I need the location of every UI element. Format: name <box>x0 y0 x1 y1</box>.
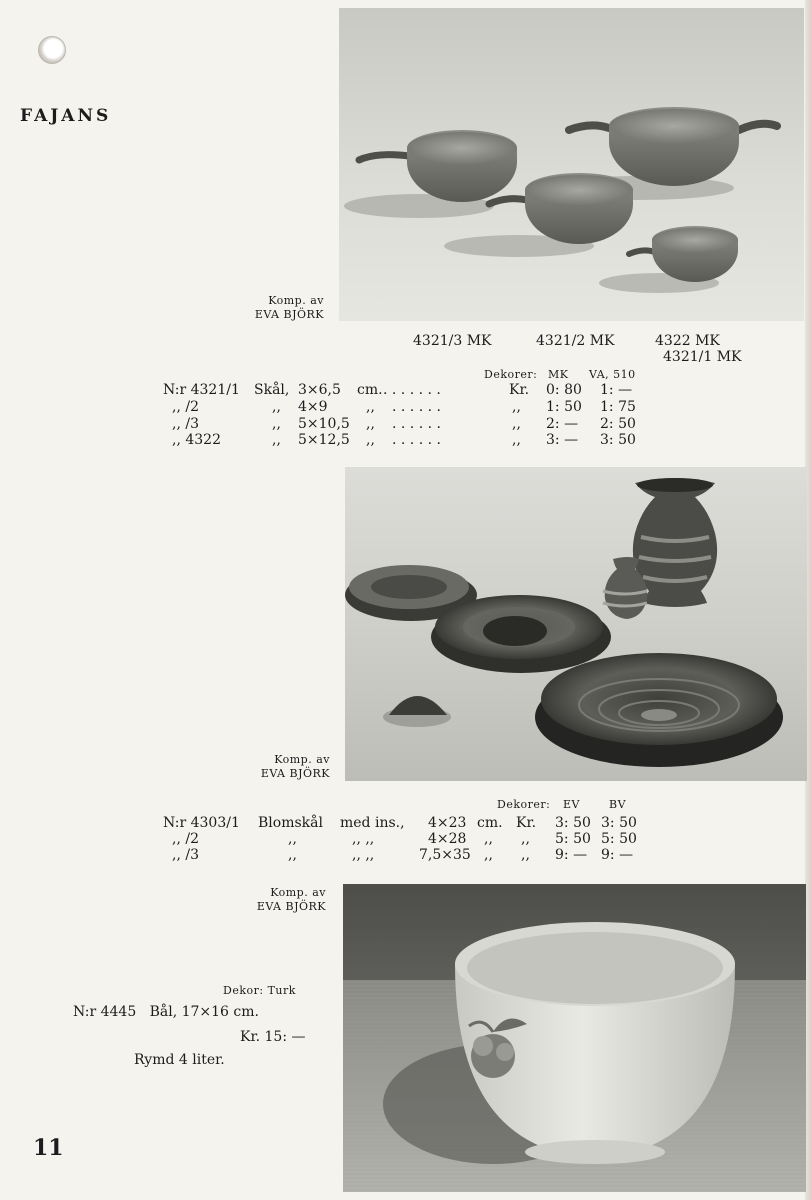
item-price: Kr. 15: — <box>240 1029 306 1045</box>
photo-handled-bowls <box>339 8 804 321</box>
decor-header-col2: VA, 510 <box>589 368 636 381</box>
designer-credit: Komp. av EVA BJÖRK <box>254 294 324 321</box>
photo-flower-bowls <box>345 467 807 781</box>
designer-credit: Komp. av EVA BJÖRK <box>260 753 330 780</box>
item-description: N:r 4445 Bål, 17×16 cm. <box>73 1004 259 1020</box>
binder-hole <box>38 36 66 64</box>
photo-large-bowl <box>343 884 806 1192</box>
photo-label: 4321/3 MK <box>413 333 492 349</box>
catalog-page: FAJANS Komp. av EVA BJÖRK 4321/3 MK 4321/2 MK 4322 MK 4321/1 MK Dekorer: MK VA, 510 N:r 4321/1 Skål, 3×6,5 cm. . . . . . . . Kr. 0: 80 1: — ,, /2 ,, 4×9 ,, . . . . . . ,, 1: 50 1: 75 ,, /3 ,, 5×10,5 ,, . . . . . . ,, 2: — 2: 50 ,, 4322 ,, 5×12,5 ,, . . . . . . ,, 3: — 3: 50 Komp. av EVA BJÖRK Dekorer: EV BV N:r 4303/1 Blomskål med ins., 4×23 cm. Kr. 3: 50 3: 50 ,, /2 ,, ,, ,, 4×28 ,, ,, 5: 50 5: 50 ,, /3 ,, ,, ,, 7,5×35 ,, ,, 9: — 9: — Komp. av EVA BJÖRK Dekor: Turk N:r 4445 Bål, 17×16 cm. Kr. 15: — Rymd 4 liter. 11 <box>0 0 811 1200</box>
decor-header-label: Dekorer: <box>497 798 551 811</box>
page-number: 11 <box>33 1135 64 1161</box>
photo-label: 4321/1 MK <box>663 349 742 365</box>
decor-header-col1: EV <box>563 798 580 811</box>
photo-label: 4322 MK <box>655 333 720 349</box>
decor-label: Dekor: Turk <box>223 984 296 997</box>
decor-header-col2: BV <box>609 798 627 811</box>
photo-label: 4321/2 MK <box>536 333 615 349</box>
decor-header-col1: MK <box>548 368 569 381</box>
decor-header-label: Dekorer: <box>484 368 538 381</box>
item-volume: Rymd 4 liter. <box>134 1052 225 1068</box>
designer-credit: Komp. av EVA BJÖRK <box>256 886 326 913</box>
section-title: FAJANS <box>20 106 112 126</box>
